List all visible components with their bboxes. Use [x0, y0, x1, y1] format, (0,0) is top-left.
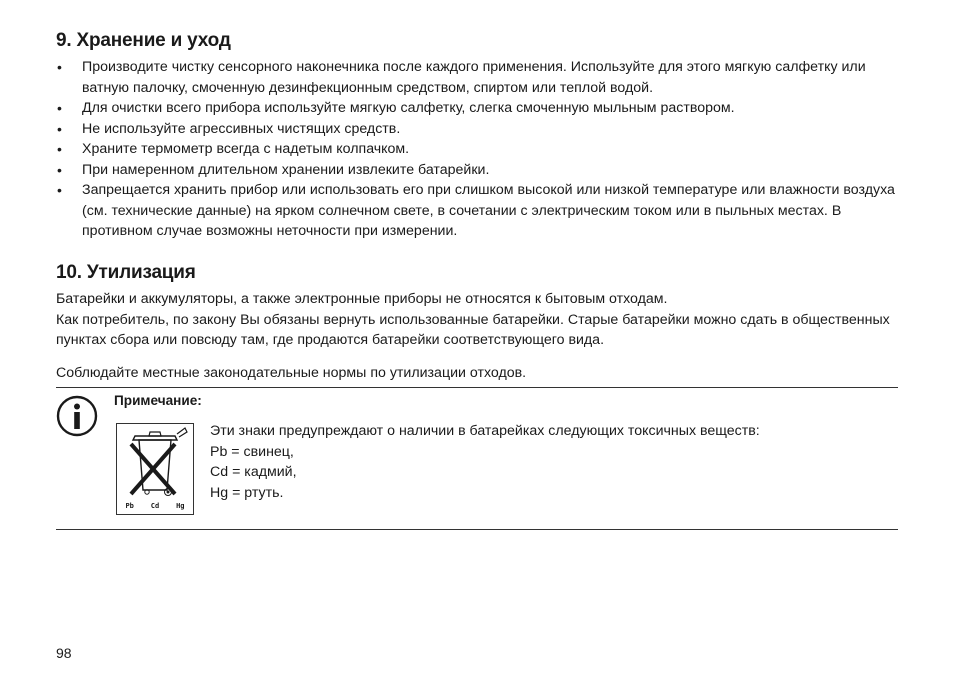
list-item: • Запрещается хранить прибор или использовать его при слишком высокой или низкой температуре или влажности воздуха (см. технические данные) на ярком солнечном свете, в сочетании с электрическим током или в пыльных местах. В противном случае возможны неточности при измерении.: [57, 182, 895, 239]
list-item: • При намеренном длительном хранении извлеките батарейки.: [56, 160, 898, 181]
section-heading-disposal: 10. Утилизация: [56, 262, 196, 283]
note-text: [210, 421, 760, 503]
section-heading-care: 9. Хранение и уход: [56, 30, 231, 51]
info-icon: [56, 395, 98, 437]
list-item: • Для очистки всего прибора используйте мягкую салфетку, слегка смоченную мыльным раствором.: [56, 98, 898, 119]
bullet-icon: •: [57, 161, 62, 178]
divider: [56, 529, 898, 530]
disposal-paragraph-line: Батарейки и аккумуляторы, а также электронные приборы не относятся к бытовым отходам.: [56, 291, 668, 307]
crossed-out-bin-icon: [116, 423, 194, 515]
list-item: • Храните термометр всегда с надетым колпачком.: [56, 139, 898, 160]
divider: [56, 387, 898, 388]
disposal-paragraph-line: Как потребитель, по закону Вы обязаны вернуть использованные батарейки. Старые батарейки можно сдать в общественных пунктах сбора или повсюду там, где продаются батарейки соответствующего вида.: [56, 311, 890, 348]
bullet-icon: •: [57, 182, 62, 198]
symbol-label-cd: Cd: [150, 502, 160, 510]
note-title: Примечание:: [114, 393, 202, 408]
local-rules-text: Соблюдайте местные законодательные нормы по утилизации отходов.: [56, 365, 527, 381]
care-bullet-list: [56, 57, 898, 242]
symbol-label-pb: Pb: [125, 502, 134, 510]
bullet-icon: •: [57, 120, 62, 137]
note-item-hg: Hg = ртуть.: [210, 484, 284, 501]
bin-symbol-labels: [117, 502, 193, 510]
page-number: 98: [56, 645, 72, 661]
bullet-icon: •: [57, 141, 62, 157]
note-item-pb: Pb = свинец,: [210, 443, 294, 460]
list-item: • Производите чистку сенсорного наконечника после каждого применения. Используйте для этого мягкую салфетку или ватную палочку, смоченную дезинфекционным средством, спиртом или теплой водой.: [57, 59, 866, 96]
disposal-paragraph: [56, 289, 898, 351]
note-intro: Эти знаки предупреждают о наличии в батарейках следующих токсичных веществ:: [210, 423, 760, 439]
note-item-cd: Cd = кадмий,: [210, 464, 297, 480]
list-item: • Не используйте агрессивных чистящих средств.: [56, 119, 898, 140]
symbol-label-hg: Hg: [176, 502, 185, 510]
bullet-icon: •: [57, 59, 62, 75]
bullet-icon: •: [57, 100, 62, 116]
